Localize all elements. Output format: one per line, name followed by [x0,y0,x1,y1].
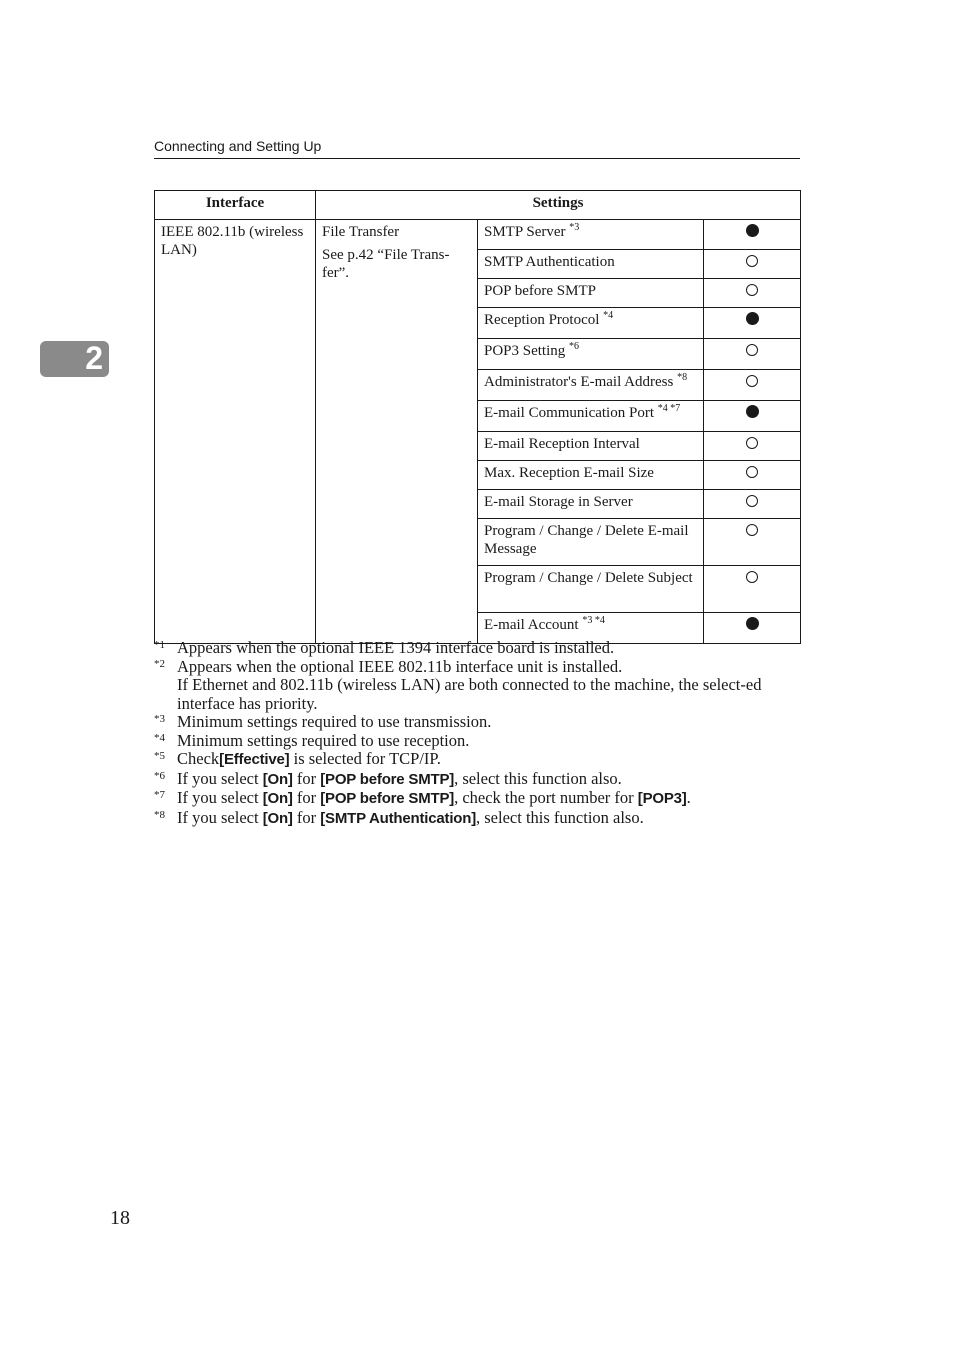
key-on: [On] [262,770,293,788]
setting-note: *4 [603,310,614,321]
footnote-text: Appears when the optional IEEE 802.11b interface unit is installed. [177,656,623,676]
setting-name: Program / Change / Delete E-mail Message [484,523,689,557]
setting-label [478,566,704,613]
footnote-text: , select this function also. [454,768,622,788]
open-circle-icon [746,571,758,583]
footnote-1 [154,639,802,658]
setting-name: E-mail Communication Port [484,405,654,421]
footnote-6 [154,770,802,790]
open-circle-icon [746,375,758,387]
key-pop-before-smtp: [POP before SMTP] [320,790,455,807]
setting-name: Program / Change / Delete Subject [484,570,693,586]
setting-label [478,519,704,566]
footnote-mark: *4 [154,731,165,744]
header-rule [154,158,800,159]
interface-cell: IEEE 802.11b (wireless LAN) [155,220,316,644]
footnote-mark: *7 [154,789,165,801]
filled-circle-icon [746,312,759,325]
settings-table [154,190,801,644]
footnote-text: Minimum settings required to use transmission. [177,712,492,731]
footnote-text: If you select [177,807,263,827]
setting-label [478,432,704,461]
footnote-text: is selected for TCP/IP. [289,749,441,768]
setting-name: POP3 Setting [484,343,566,359]
footnote-mark: *5 [154,750,165,762]
category-reference: See p.42 “File Trans-fer”. [322,247,450,281]
category-cell [316,220,478,644]
setting-note: *6 [569,341,580,352]
setting-label [478,461,704,490]
open-circle-icon [746,495,758,507]
setting-label [478,490,704,519]
footnote-5 [154,750,802,770]
setting-mark [704,339,801,370]
key-on: [On] [262,790,293,807]
setting-mark [704,370,801,401]
footnote-mark: *2 [154,657,165,670]
footnote-8 [154,809,802,829]
setting-note: *8 [677,372,688,383]
footnote-continuation: If Ethernet and 802.11b (wireless LAN) are both connected to the machine, the select-ed interface has priority. [177,675,762,713]
setting-name: Reception Protocol [484,312,600,328]
setting-name: POP before SMTP [484,283,596,299]
key-pop-before-smtp: [POP before SMTP] [320,770,455,788]
setting-label [478,250,704,279]
footnote-text: , check the port number for [454,788,638,807]
footnote-4 [154,732,802,751]
footnote-text: for [292,807,321,827]
footnotes [154,639,802,828]
setting-mark [704,220,801,250]
setting-name: Max. Reception E-mail Size [484,465,654,481]
setting-mark [704,490,801,519]
setting-name: E-mail Storage in Server [484,494,633,510]
footnote-mark: *3 [154,713,165,725]
setting-label [478,308,704,339]
setting-name: SMTP Authentication [484,254,615,270]
setting-label [478,220,704,250]
table-header-row [155,191,801,220]
footnote-mark: *1 [154,639,165,651]
setting-mark [704,566,801,613]
chapter-tab [40,341,109,377]
open-circle-icon [746,437,758,449]
footnote-text: Appears when the optional IEEE 1394 interface board is installed. [177,638,615,657]
footnote-text: If you select [177,788,263,807]
key-effective: [Effective] [219,751,290,768]
footnote-text: for [292,768,321,788]
setting-name: Administrator's E-mail Address [484,374,674,390]
running-header: Connecting and Setting Up [154,138,322,154]
setting-mark [704,308,801,339]
footnote-text: . [686,788,691,807]
footnote-mark: *8 [154,808,165,821]
footnote-3 [154,713,802,732]
filled-circle-icon [746,617,759,630]
key-pop3: [POP3] [637,790,687,807]
table-row [155,220,801,250]
open-circle-icon [746,466,758,478]
chapter-number: 2 [85,340,103,376]
setting-label [478,401,704,432]
footnote-7 [154,789,802,809]
footnote-2 [154,658,802,714]
footnote-text: Check [177,749,220,768]
setting-mark [704,432,801,461]
setting-note: *3 *4 [582,615,605,626]
setting-label [478,370,704,401]
setting-mark [704,401,801,432]
footnote-text: If you select [177,768,263,788]
key-smtp-authentication: [SMTP Authentication] [320,809,477,827]
footnote-mark: *6 [154,769,165,782]
open-circle-icon [746,284,758,296]
setting-mark [704,279,801,308]
setting-label [478,279,704,308]
footnote-text: Minimum settings required to use reception. [177,730,470,750]
header-settings: Settings [316,191,801,220]
category-title: File Transfer [322,224,400,240]
setting-label [478,339,704,370]
footnote-text: , select this function also. [476,807,644,827]
setting-mark [704,461,801,490]
open-circle-icon [746,524,758,536]
page-number: 18 [110,1207,130,1229]
open-circle-icon [746,255,758,267]
setting-note: *3 [569,222,580,233]
footnote-text: for [292,788,321,807]
setting-note: *4 *7 [657,403,681,414]
setting-name: SMTP Server [484,224,566,240]
setting-name: E-mail Account [484,617,579,633]
key-on: [On] [262,809,293,827]
filled-circle-icon [746,224,759,237]
setting-name: E-mail Reception Interval [484,436,640,452]
header-interface: Interface [155,191,316,220]
setting-mark [704,519,801,566]
setting-mark [704,250,801,279]
filled-circle-icon [746,405,759,418]
open-circle-icon [746,344,758,356]
